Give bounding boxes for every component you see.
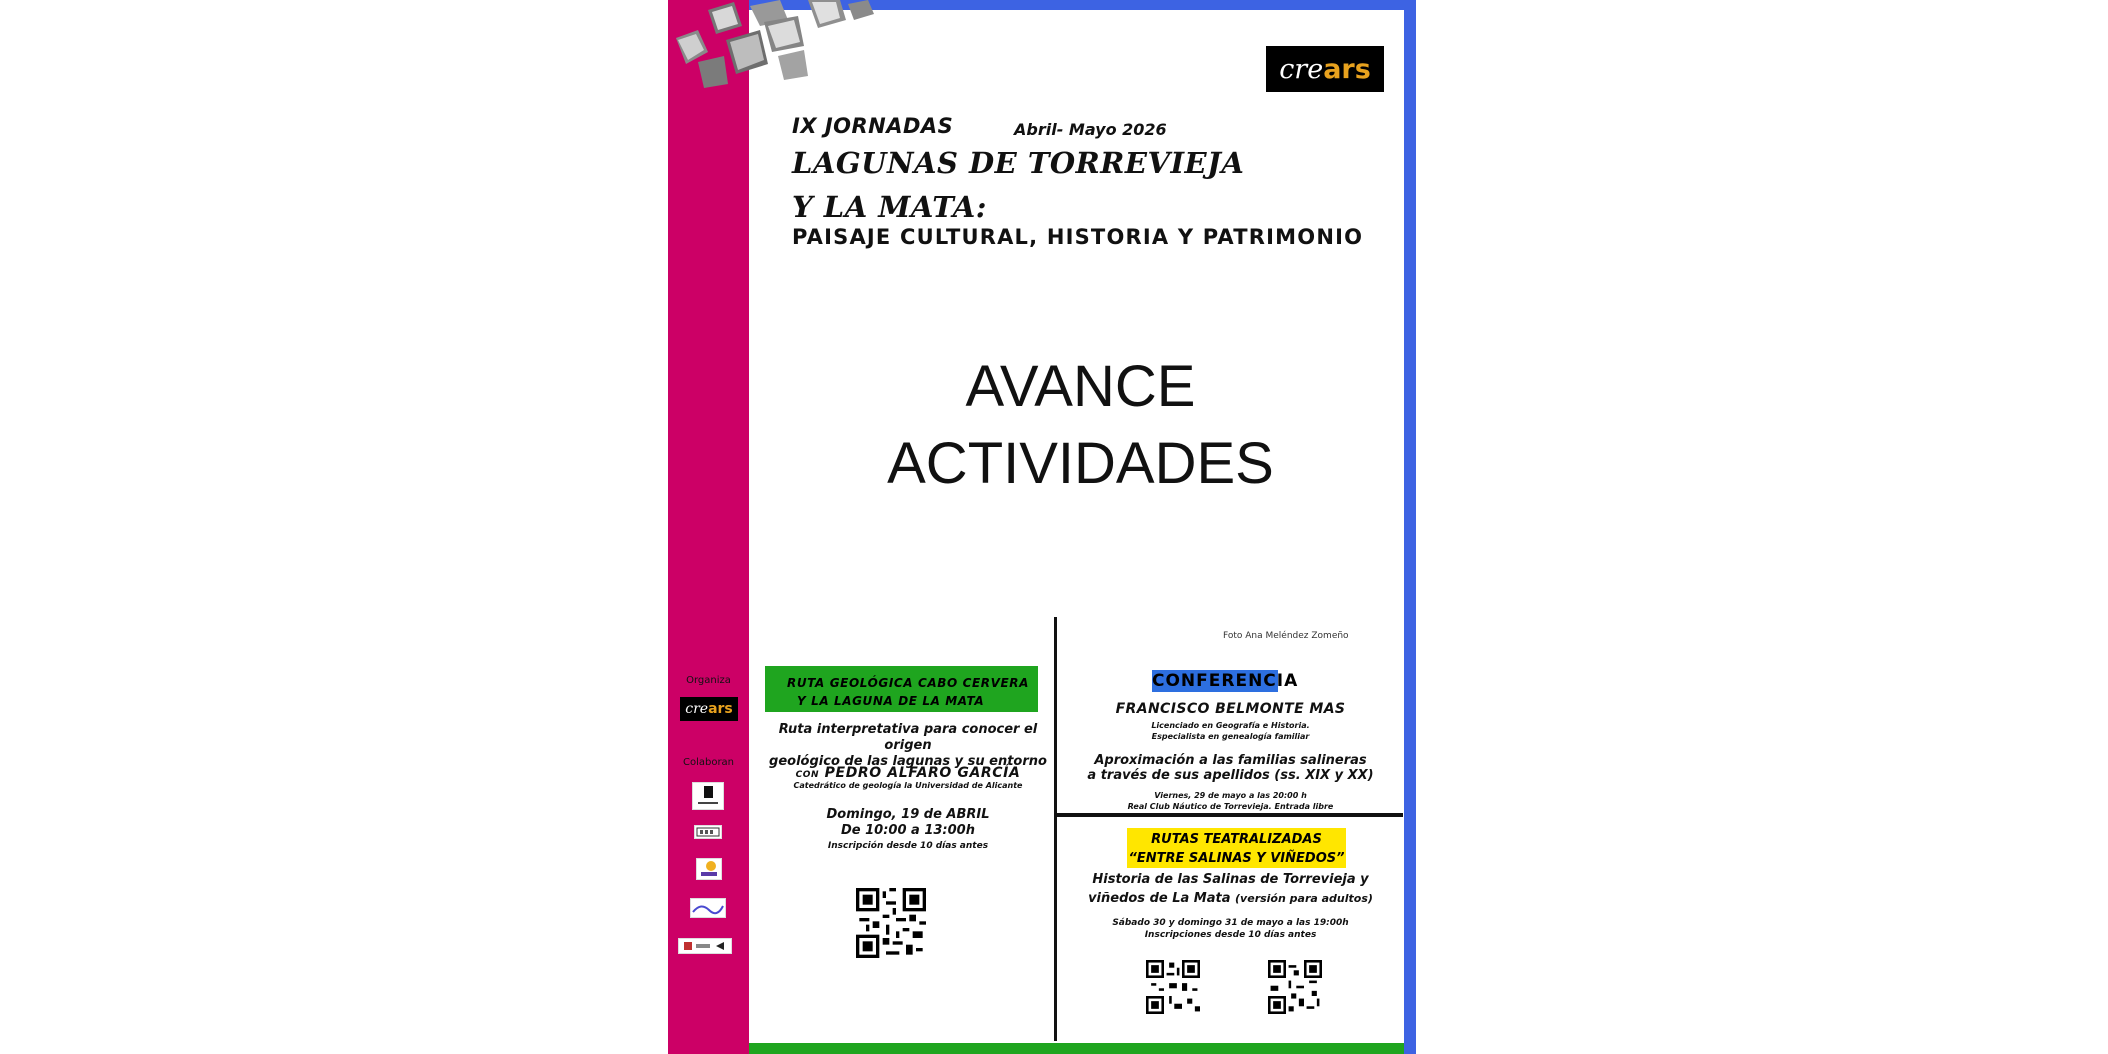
geological-route-tag-line-2: Y LA LAGUNA DE LA MATA: [797, 694, 985, 708]
conference-venue: Real Club Náutico de Torrevieja. Entrada libre: [1127, 802, 1334, 811]
geological-speaker-role: Catedrático de geología la Universidad de Alicante: [793, 781, 1023, 790]
qr-code-geological[interactable]: [856, 888, 926, 958]
theatre-routes-tag: [1127, 828, 1346, 868]
conference-speaker: FRANCISCO BELMONTE MAS: [1115, 701, 1346, 717]
theatre-tag-line-2: “ENTRE SALINAS Y VIÑEDOS”: [1128, 851, 1345, 866]
conference-speaker-role: [1058, 720, 1403, 742]
conference-topic-line-1: Aproximación a las familias salineras: [1094, 753, 1367, 768]
title-line-2: Y LA MATA:: [792, 190, 988, 224]
partner-logo-5: [678, 938, 732, 954]
geological-time: De 10:00 a 13:00h: [841, 823, 975, 838]
qr-code-theatre-2[interactable]: [1268, 960, 1322, 1014]
conference-role-line-1: Licenciado en Geografía e Historia.: [1151, 721, 1310, 730]
organizer-logo-part2: ars: [708, 701, 733, 717]
theatre-tag-line-1: RUTAS TEATRALIZADAS: [1151, 832, 1322, 847]
vertical-divider: [1054, 617, 1057, 1041]
green-bottom-border: [749, 1043, 1404, 1054]
subtitle: PAISAJE CULTURAL, HISTORIA Y PATRIMONIO: [792, 225, 1364, 249]
main-heading-line-1: AVANCE: [965, 354, 1196, 419]
colaboran-label: Colaboran: [682, 757, 735, 768]
conference-role-line-2: Especialista en genealogía familiar: [1151, 732, 1310, 741]
conference-topic-line-2: a través de sus apellidos (ss. XIX y XX): [1087, 768, 1374, 783]
organizer-logo-part1: cre: [685, 701, 709, 717]
partner-logo-3: [696, 858, 722, 880]
conference-topic: [1058, 753, 1403, 783]
organizer-logo: [680, 697, 738, 721]
edition-label: IX JORNADAS: [792, 114, 954, 138]
geological-date: Domingo, 19 de ABRIL: [826, 807, 990, 822]
theatre-dates: [1058, 917, 1403, 941]
title-line-1: LAGUNAS DE TORREVIEJA: [792, 146, 1245, 180]
conference-tag: CONFERENCIA: [1152, 671, 1299, 691]
theatre-description: [1058, 870, 1403, 908]
organiza-label: Organiza: [686, 675, 731, 686]
salt-stones-decoration: [668, 0, 878, 92]
geological-desc-line-1: Ruta interpretativa para conocer el origen: [778, 722, 1038, 753]
pink-side-bar: [668, 0, 749, 1054]
geological-speaker: [765, 765, 1051, 781]
geological-inscription: Inscripción desde 10 días antes: [827, 841, 989, 851]
qr-code-theatre-1[interactable]: [1146, 960, 1200, 1014]
geological-route-tag-line-1: RUTA GEOLÓGICA CABO CERVERA: [787, 676, 1030, 690]
partner-logo-4: [690, 898, 726, 918]
theatre-desc-line-1: Historia de las Salinas de Torrevieja y: [1092, 872, 1369, 887]
partner-logo-torrevieja: [692, 782, 724, 810]
creaars-logo: [1266, 46, 1384, 92]
event-dates: Abril- Mayo 2026: [1014, 120, 1167, 139]
horizontal-divider: [1056, 813, 1403, 817]
theatre-dates-line: Sábado 30 y domingo 31 de mayo a las 19:00h: [1112, 918, 1349, 928]
theatre-version: (versión para adultos): [1235, 892, 1373, 905]
con-label: CON: [795, 770, 820, 780]
logo-text-part1: cre: [1279, 53, 1324, 85]
event-poster: [668, 0, 1416, 1054]
partner-logo-2: [694, 825, 722, 839]
conference-date-venue: [1058, 790, 1403, 812]
geological-route-description: [765, 722, 1051, 770]
geological-date-time: [765, 807, 1051, 839]
blue-right-border: [1404, 0, 1416, 1054]
geological-desc-line-2: geológico de las lagunas y su entorno: [769, 754, 1047, 769]
logo-text-part2: ars: [1323, 53, 1371, 85]
photo-credit: Foto Ana Meléndez Zomeño: [1223, 631, 1349, 641]
conference-date: Viernes, 29 de mayo a las 20:00 h: [1154, 791, 1307, 800]
theatre-inscription: Inscripciones desde 10 días antes: [1144, 930, 1317, 940]
geological-route-tag: [765, 666, 1038, 712]
theatre-desc-line-2: viñedos de La Mata: [1088, 891, 1231, 906]
speaker-name: PEDRO ALFARO GARCÍA: [824, 765, 1021, 781]
main-heading-line-2: ACTIVIDADES: [887, 431, 1274, 496]
